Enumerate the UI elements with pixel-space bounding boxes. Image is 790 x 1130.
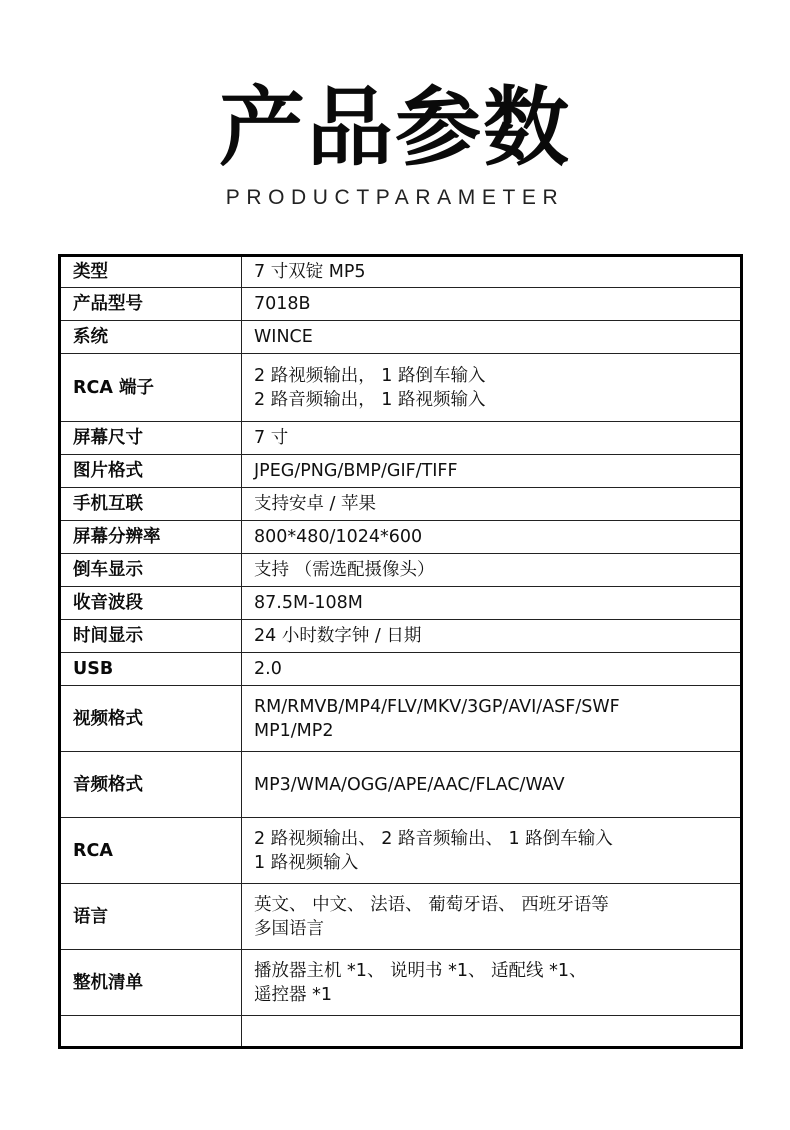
- param-value: 87.5M-108M: [242, 587, 742, 620]
- param-label: 视频格式: [60, 686, 242, 752]
- table-row: [60, 950, 742, 1016]
- table-row: [60, 752, 742, 818]
- param-value: 7 寸: [242, 422, 742, 455]
- table-row: [60, 587, 742, 620]
- table-row-empty: [60, 1016, 742, 1048]
- param-label: USB: [60, 653, 242, 686]
- table-row: [60, 288, 742, 321]
- table-row: [60, 818, 742, 884]
- page-title: 产品参数: [219, 78, 571, 178]
- param-value: WINCE: [242, 321, 742, 354]
- table-row: [60, 653, 742, 686]
- table-row: [60, 488, 742, 521]
- param-label: 倒车显示: [60, 554, 242, 587]
- param-label: 屏幕尺寸: [60, 422, 242, 455]
- param-label: 收音波段: [60, 587, 242, 620]
- param-value: 24 小时数字钟 / 日期: [242, 620, 742, 653]
- param-label: RCA: [60, 818, 242, 884]
- table-row: [60, 686, 742, 752]
- param-label: 系统: [60, 321, 242, 354]
- param-label: 图片格式: [60, 455, 242, 488]
- param-value: 支持安卓 / 苹果: [242, 488, 742, 521]
- table-row: [60, 455, 742, 488]
- table-row: [60, 422, 742, 455]
- table-row: [60, 354, 742, 422]
- param-label: 语言: [60, 884, 242, 950]
- param-value: 播放器主机 *1、 说明书 *1、 适配线 *1、 遥控器 *1: [242, 950, 742, 1016]
- table-row: [60, 884, 742, 950]
- param-label: 手机互联: [60, 488, 242, 521]
- param-value: [242, 1016, 742, 1048]
- param-value: 7018B: [242, 288, 742, 321]
- param-label: 类型: [60, 256, 242, 288]
- param-value: RM/RMVB/MP4/FLV/MKV/3GP/AVI/ASF/SWF MP1/MP2: [242, 686, 742, 752]
- param-label: RCA 端子: [60, 354, 242, 422]
- param-label: 整机清单: [60, 950, 242, 1016]
- param-label: 屏幕分辨率: [60, 521, 242, 554]
- param-value: 2 路视频输出， 1 路倒车输入 2 路音频输出， 1 路视频输入: [242, 354, 742, 422]
- param-label: 产品型号: [60, 288, 242, 321]
- param-value: JPEG/PNG/BMP/GIF/TIFF: [242, 455, 742, 488]
- param-value: 2 路视频输出、 2 路音频输出、 1 路倒车输入 1 路视频输入: [242, 818, 742, 884]
- param-value: 7 寸双锭 MP5: [242, 256, 742, 288]
- param-label: [60, 1016, 242, 1048]
- page-subtitle: PRODUCTPARAMETER: [225, 186, 565, 209]
- param-label: 音频格式: [60, 752, 242, 818]
- param-value: 800*480/1024*600: [242, 521, 742, 554]
- table-row: [60, 256, 742, 288]
- param-value: 英文、 中文、 法语、 葡萄牙语、 西班牙语等 多国语言: [242, 884, 742, 950]
- table-row: [60, 620, 742, 653]
- param-value: 支持 （需选配摄像头）: [242, 554, 742, 587]
- param-label: 时间显示: [60, 620, 242, 653]
- param-value: 2.0: [242, 653, 742, 686]
- table-row: [60, 321, 742, 354]
- table-row: [60, 521, 742, 554]
- table-row: [60, 554, 742, 587]
- product-parameter-table: [58, 254, 743, 1049]
- param-value: MP3/WMA/OGG/APE/AAC/FLAC/WAV: [242, 752, 742, 818]
